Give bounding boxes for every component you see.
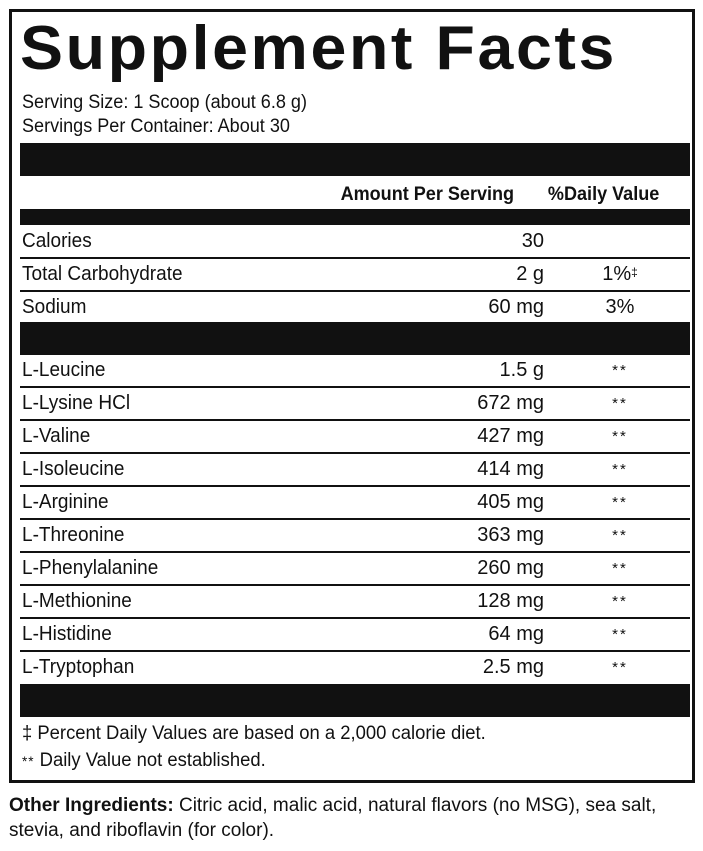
row-name: L-Phenylalanine bbox=[22, 557, 159, 579]
row-daily-value bbox=[580, 296, 660, 319]
daily-value-text: ** bbox=[612, 461, 628, 478]
table-row bbox=[20, 226, 690, 259]
thick-divider bbox=[20, 322, 690, 355]
row-amount: 363 mg bbox=[477, 524, 544, 546]
star-mark: ** bbox=[22, 753, 35, 769]
table-row bbox=[20, 421, 690, 454]
row-daily-value bbox=[580, 263, 660, 286]
row-daily-value bbox=[580, 461, 660, 478]
row-amount: 2 g bbox=[516, 263, 544, 285]
table-row bbox=[20, 355, 690, 388]
row-name: Total Carbohydrate bbox=[22, 263, 183, 285]
row-name: L-Threonine bbox=[22, 524, 125, 546]
header-divider bbox=[20, 209, 690, 225]
daily-value-text: ** bbox=[612, 527, 628, 544]
row-daily-value bbox=[580, 494, 660, 511]
row-name: Calories bbox=[22, 230, 92, 252]
table-row bbox=[20, 553, 690, 586]
table-row bbox=[20, 652, 690, 685]
table-row bbox=[20, 619, 690, 652]
row-daily-value bbox=[580, 659, 660, 676]
daily-value-text: 3% bbox=[605, 296, 635, 318]
row-name: L-Lysine HCl bbox=[22, 392, 131, 414]
other-ingredients-text: Citric acid, malic acid, natural flavors (no MSG), sea salt, stevia, and riboflavin (for color). bbox=[9, 795, 657, 841]
row-daily-value bbox=[580, 560, 660, 577]
row-amount: 405 mg bbox=[477, 491, 544, 513]
row-amount: 30 bbox=[521, 230, 544, 252]
daily-value-text: ** bbox=[612, 659, 628, 676]
row-amount: 414 mg bbox=[477, 458, 544, 480]
daily-value-text: ** bbox=[612, 494, 628, 511]
other-ingredients-label: Other Ingredients: bbox=[9, 795, 174, 816]
footnote-dagger bbox=[22, 723, 486, 745]
row-amount: 427 mg bbox=[477, 425, 544, 447]
daily-value-text: ** bbox=[612, 560, 628, 577]
row-amount: 1.5 g bbox=[499, 359, 544, 381]
row-daily-value bbox=[580, 527, 660, 544]
row-name: L-Leucine bbox=[22, 359, 106, 381]
row-amount: 2.5 mg bbox=[482, 656, 544, 678]
table-row bbox=[20, 388, 690, 421]
row-daily-value bbox=[580, 626, 660, 643]
table-row bbox=[20, 259, 690, 292]
header-amount-per-serving: Amount Per Serving bbox=[340, 184, 515, 205]
row-name: L-Arginine bbox=[22, 491, 109, 513]
panel-title: Supplement Facts bbox=[20, 14, 617, 83]
row-amount: 60 mg bbox=[488, 296, 544, 318]
daily-value-text: ** bbox=[612, 626, 628, 643]
row-amount: 672 mg bbox=[477, 392, 544, 414]
row-name: L-Histidine bbox=[22, 623, 112, 645]
dagger-mark: ‡ bbox=[22, 723, 33, 744]
row-name: L-Tryptophan bbox=[22, 656, 135, 678]
row-name: L-Isoleucine bbox=[22, 458, 125, 480]
supplement-facts-panel bbox=[9, 9, 695, 783]
daily-value-text: ** bbox=[612, 428, 628, 445]
row-name: Sodium bbox=[22, 296, 87, 318]
row-daily-value bbox=[580, 428, 660, 445]
table-row bbox=[20, 520, 690, 553]
row-name: L-Methionine bbox=[22, 590, 132, 612]
thick-divider bbox=[20, 143, 690, 176]
table-row bbox=[20, 292, 690, 325]
row-amount: 64 mg bbox=[488, 623, 544, 645]
table-row bbox=[20, 454, 690, 487]
daily-value-text: ** bbox=[612, 593, 628, 610]
row-daily-value bbox=[580, 395, 660, 412]
row-amount: 260 mg bbox=[477, 557, 544, 579]
daily-value-text: ** bbox=[612, 395, 628, 412]
servings-per-container: Servings Per Container: About 30 bbox=[22, 116, 290, 137]
row-name: L-Valine bbox=[22, 425, 91, 447]
daily-value-mark: ‡ bbox=[631, 265, 638, 279]
star-text: Daily Value not established. bbox=[39, 750, 266, 771]
footnote-stars bbox=[22, 750, 266, 772]
thick-divider bbox=[20, 684, 690, 717]
serving-size: Serving Size: 1 Scoop (about 6.8 g) bbox=[22, 92, 307, 113]
row-daily-value bbox=[580, 362, 660, 379]
daily-value-text: 1% bbox=[602, 263, 632, 285]
header-daily-value: %Daily Value bbox=[547, 184, 660, 205]
row-daily-value bbox=[580, 593, 660, 610]
other-ingredients bbox=[9, 793, 699, 843]
dagger-text: Percent Daily Values are based on a 2,000 calorie diet. bbox=[37, 723, 486, 744]
table-row bbox=[20, 586, 690, 619]
daily-value-text: ** bbox=[612, 362, 628, 379]
row-amount: 128 mg bbox=[477, 590, 544, 612]
table-row bbox=[20, 487, 690, 520]
